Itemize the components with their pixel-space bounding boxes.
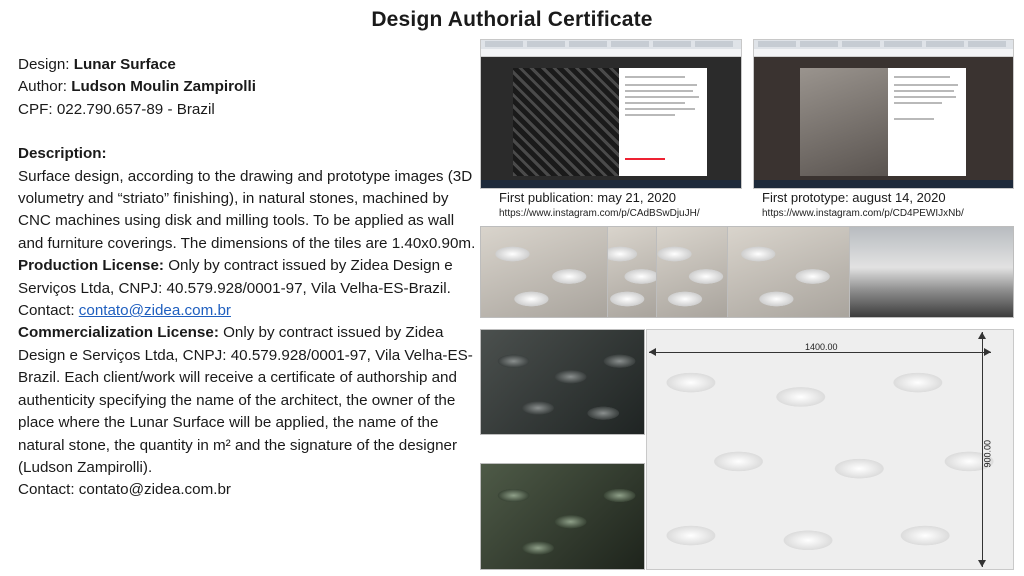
prototype-photo-5 bbox=[849, 226, 1014, 318]
prototype-photo-4 bbox=[727, 226, 850, 318]
post-comments-panel bbox=[888, 68, 966, 176]
first-prototype-caption: First prototype: august 14, 2020 bbox=[762, 190, 946, 205]
cpf-line: CPF: 022.790.657-89 - Brazil bbox=[18, 100, 215, 118]
prototype-photo-3 bbox=[656, 226, 728, 318]
page-title: Design Authorial Certificate bbox=[371, 8, 653, 31]
description-text: Surface design, according to the drawing and prototype images (3D volumetry and “striato” finishing), in natural stones, machined by CNC machines using disk and milling tools. To be applied as wall and furniture coverings. The dimensions of the tiles are 1.40x0.90m. bbox=[18, 167, 476, 252]
first-publication-caption: First publication: may 21, 2020 bbox=[499, 190, 677, 205]
production-license-heading: Production License: bbox=[18, 257, 164, 275]
technical-drawing bbox=[646, 329, 1014, 570]
stone-photo-green bbox=[480, 463, 645, 570]
contact-email-link[interactable]: contato@zidea.com.br bbox=[78, 302, 231, 320]
stone-photo-dark bbox=[480, 329, 645, 435]
commercialization-license-heading: Commercialization License: bbox=[18, 324, 219, 342]
post-image bbox=[513, 68, 619, 176]
author-name: Ludson Moulin Zampirolli bbox=[71, 78, 256, 96]
commercialization-license: Commercialization License: Only by contract issued by Zidea Design e Serviços Ltda, CNPJ: 40.579.928/0001-97, Vila Velha-ES-Brazil. Each client/work will receive a certificate of authorship and authenticity specifying the name of the architect, the owner of the place where the Lunar Surface will be applied, the name of the natural stone, the quantity in m² and the signature of the designer (Ludson Zampirolli). bbox=[18, 324, 473, 476]
post-comments-panel bbox=[619, 68, 707, 176]
production-license: Production License: Only by contract issued by Zidea Design e Serviços Ltda, CNPJ: 40.579.928/0001-97, Vila Velha-ES-Brazil. Contact: contato@zidea.com.br bbox=[18, 257, 453, 320]
certificate-text bbox=[18, 54, 480, 502]
prototype-photo-1 bbox=[480, 226, 608, 318]
instagram-screenshot-prototype bbox=[753, 39, 1014, 189]
height-dimension-label: 900.00 bbox=[983, 440, 993, 468]
contact-line: Contact: contato@zidea.com.br bbox=[18, 481, 231, 499]
description-heading: Description: bbox=[18, 145, 107, 163]
prototype-photo-2 bbox=[607, 226, 657, 318]
author-line: Author: Ludson Moulin Zampirolli bbox=[18, 78, 256, 96]
post-image bbox=[800, 68, 888, 176]
design-name: Lunar Surface bbox=[73, 56, 176, 73]
first-publication-url[interactable]: https://www.instagram.com/p/CAdBSwDjuJH/ bbox=[499, 208, 700, 219]
width-dimension-label: 1400.00 bbox=[805, 342, 838, 352]
width-dimension-line bbox=[649, 352, 991, 353]
first-prototype-url[interactable]: https://www.instagram.com/p/CD4PEWIJxNb/ bbox=[762, 208, 964, 219]
design-line: Design: Lunar Surface bbox=[18, 56, 176, 73]
instagram-screenshot-publication bbox=[480, 39, 742, 189]
